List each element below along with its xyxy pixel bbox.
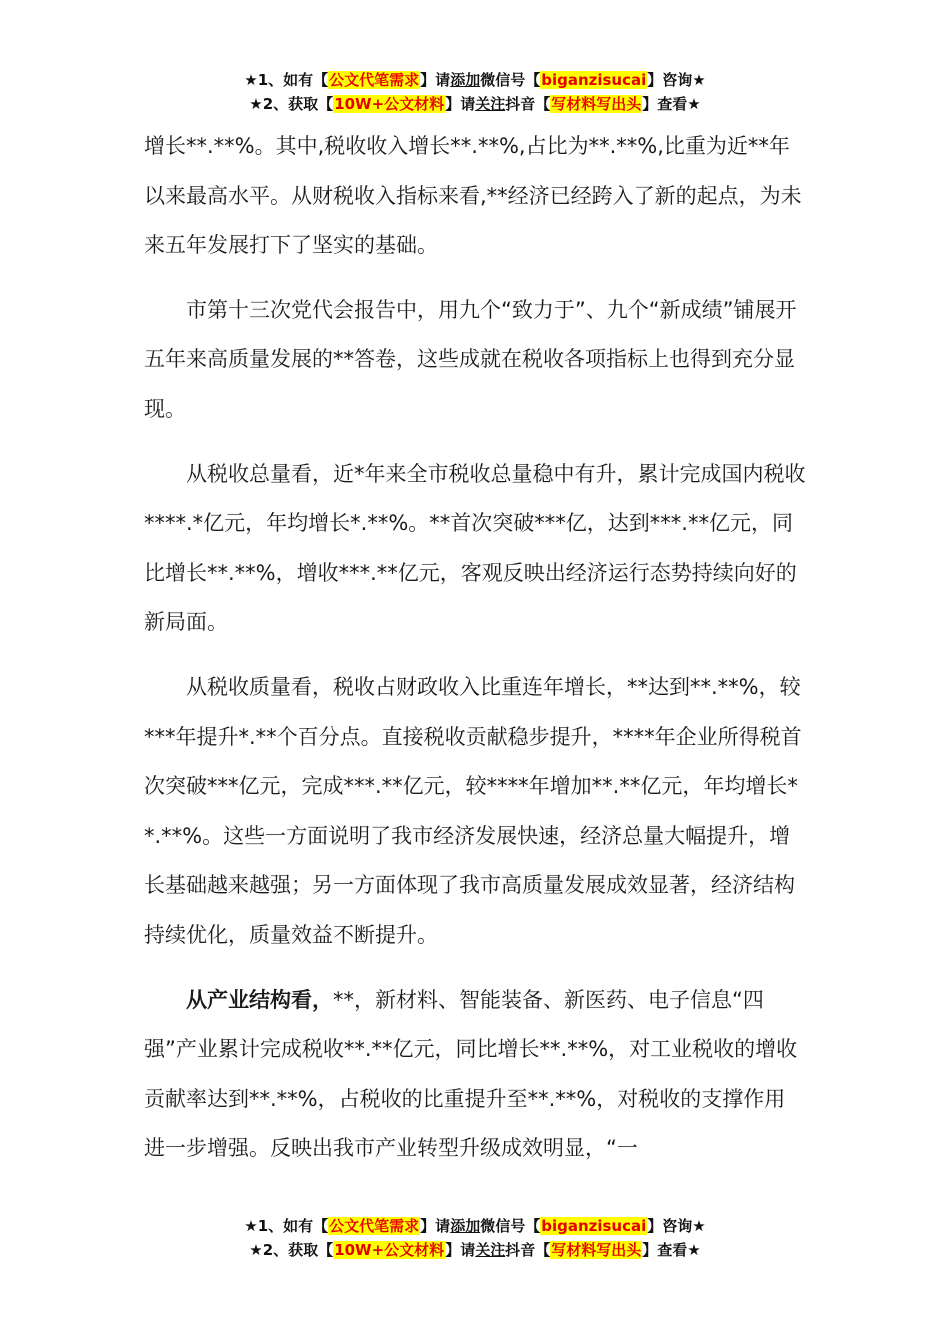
banner-line-1 bbox=[0, 1214, 950, 1238]
banner-highlight: 公文代笔需求 bbox=[329, 1217, 420, 1235]
banner-text: ★1、如有【 bbox=[244, 71, 329, 89]
paragraph-2: 从税收总量看，近*年来全市税收总量稳中有升，累计完成国内税收****.*亿元，年均增长*.**%。**首次突破***亿，达到***.**亿元，同比增长**.**%，增收***.**亿元，客观反映出经济运行态势持续向好的新局面。 bbox=[144, 461, 806, 635]
banner-underline: 添加 bbox=[450, 1217, 481, 1235]
banner-wechat-id: biganzisucai bbox=[541, 1217, 647, 1235]
banner-text: ★1、如有【 bbox=[244, 1217, 329, 1235]
banner-text: 】查看★ bbox=[642, 1241, 701, 1259]
banner-text: 】咨询★ bbox=[647, 71, 706, 89]
banner-text: 】请 bbox=[420, 1217, 451, 1235]
banner-text: 】请 bbox=[445, 1241, 476, 1259]
banner-text: ★2、获取【 bbox=[249, 1241, 334, 1259]
banner-underline: 关注 bbox=[475, 1241, 506, 1259]
banner-text: 抖音【 bbox=[505, 95, 551, 113]
document-body bbox=[144, 122, 806, 1189]
banner-douyin-id: 写材料写出头 bbox=[551, 95, 642, 113]
banner-text: 微信号【 bbox=[480, 1217, 541, 1235]
footer-banner bbox=[0, 1214, 950, 1262]
paragraph-4 bbox=[144, 976, 806, 1174]
paragraph-1: 市第十三次党代会报告中，用九个“致力于”、九个“新成绩”铺展开五年来高质量发展的**答卷，这些成就在税收各项指标上也得到充分显现。 bbox=[144, 297, 797, 421]
banner-text: 】咨询★ bbox=[647, 1217, 706, 1235]
header-banner bbox=[0, 68, 950, 116]
paragraph-4-text: **，新材料、智能装备、新医药、电子信息“四强”产业累计完成税收**.**亿元，同比增长**.**%，对工业税收的增收贡献率达到**.**%，占税收的比重提升至**.**%，对税收的支撑作用进一步增强。反映出我市产业转型升级成效明显，“一 bbox=[144, 987, 798, 1161]
banner-text: 】查看★ bbox=[642, 95, 701, 113]
banner-line-2 bbox=[0, 92, 950, 116]
banner-text: 抖音【 bbox=[505, 1241, 551, 1259]
banner-text: 】请 bbox=[445, 95, 476, 113]
banner-line-2 bbox=[0, 1238, 950, 1262]
paragraph-3: 从税收质量看，税收占财政收入比重连年增长，**达到**.**%，较***年提升*.**个百分点。直接税收贡献稳步提升，****年企业所得税首次突破***亿元，完成***.**亿元，较****年增加**.**亿元，年均增长**.**%。这些一方面说明了我市经济发展快速，经济总量大幅提升，增长基础越来越强；另一方面体现了我市高质量发展成效显著，经济结构持续优化，质量效益不断提升。 bbox=[144, 674, 802, 947]
banner-line-1 bbox=[0, 68, 950, 92]
banner-highlight: 10W+公文材料 bbox=[334, 1241, 445, 1259]
banner-underline: 添加 bbox=[450, 71, 481, 89]
banner-text: ★2、获取【 bbox=[249, 95, 334, 113]
banner-text: 】请 bbox=[420, 71, 451, 89]
banner-highlight: 10W+公文材料 bbox=[334, 95, 445, 113]
banner-underline: 关注 bbox=[475, 95, 506, 113]
paragraph-4-lead: 从产业结构看， bbox=[186, 987, 333, 1012]
paragraph-0: 增长**.**%。其中,税收收入增长**.**%,占比为**.**%,比重为近**年以来最高水平。从财税收入指标来看,**经济已经跨入了新的起点，为未来五年发展打下了坚实的基础。 bbox=[144, 134, 802, 258]
banner-douyin-id: 写材料写出头 bbox=[551, 1241, 642, 1259]
banner-wechat-id: biganzisucai bbox=[541, 71, 647, 89]
banner-highlight: 公文代笔需求 bbox=[329, 71, 420, 89]
banner-text: 微信号【 bbox=[480, 71, 541, 89]
